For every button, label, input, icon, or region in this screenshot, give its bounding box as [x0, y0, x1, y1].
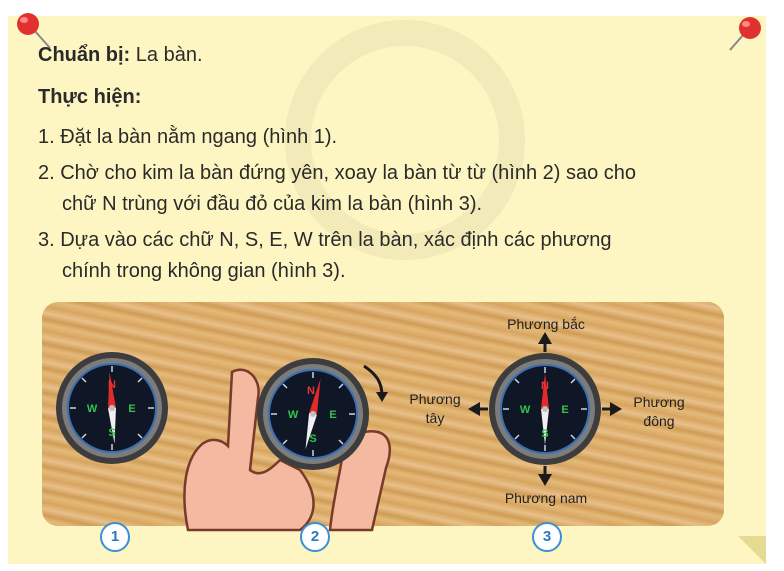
compass-2 — [257, 358, 369, 470]
procedure-heading: Thực hiện: — [38, 86, 142, 108]
figure-number-1: 1 — [100, 522, 130, 552]
step-2-line-2: chữ N trùng với đầu đỏ của kim la bàn (hình 3). — [62, 193, 483, 215]
rotate-arrow-icon — [364, 366, 382, 396]
compass-3-n-letter: N — [541, 380, 549, 392]
label-north: Phương bắc — [507, 316, 585, 332]
step-2-line-1: 2. Chờ cho kim la bàn đứng yên, xoay la bàn từ từ (hình 2) sao cho — [38, 162, 637, 184]
compass-3-s-letter: S — [541, 428, 549, 440]
rotate-arrowhead-icon — [376, 392, 388, 402]
compass-1-e-letter: E — [128, 403, 136, 415]
label-south: Phương nam — [504, 490, 588, 506]
compass-1-w-letter: W — [86, 403, 98, 415]
compass-1-s-letter: S — [108, 427, 116, 439]
step-1: 1. Đặt la bàn nằm ngang (hình 1). — [38, 126, 338, 148]
label-west-line-1: Phương — [409, 391, 461, 407]
compass-1 — [56, 352, 168, 464]
step-3-line-2: chính trong không gian (hình 3). — [62, 260, 346, 282]
compass-2-e-letter: E — [329, 409, 337, 421]
preparation-value: La bàn. — [135, 44, 203, 66]
compass-3-e-letter: E — [561, 404, 569, 416]
preparation-label: Chuẩn bị: — [38, 44, 131, 66]
step-3-line-1: 3. Dựa vào các chữ N, S, E, W trên la bàn, xác định các phương — [38, 229, 612, 251]
figure-number-2: 2 — [300, 522, 330, 552]
compass-3-w-letter: W — [519, 404, 531, 416]
label-east-line-1: Phương — [633, 394, 685, 410]
compass-3 — [489, 353, 601, 465]
compass-2-w-letter: W — [287, 409, 299, 421]
label-west-line-2: tây — [425, 410, 445, 426]
figure-number-3: 3 — [532, 522, 562, 552]
compass-2-n-letter: N — [307, 385, 315, 397]
compass-2-s-letter: S — [309, 433, 317, 445]
label-east-line-2: đông — [643, 413, 675, 429]
compass-1-n-letter: N — [108, 379, 116, 391]
